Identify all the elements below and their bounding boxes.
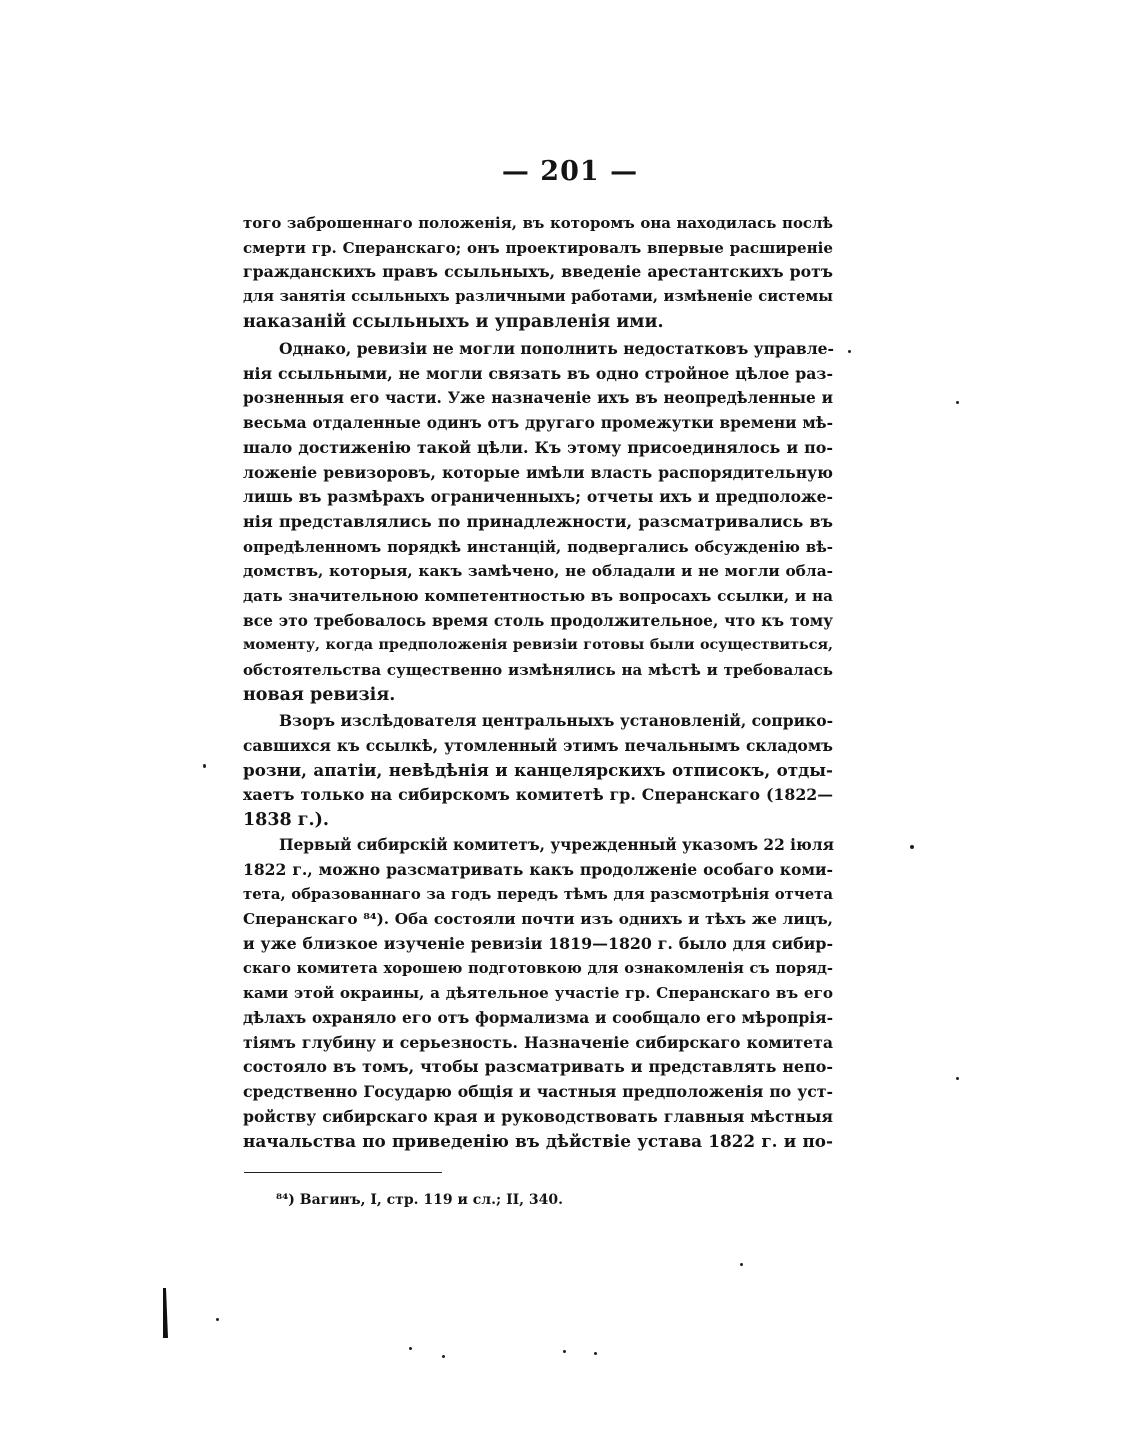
text-line: розненныя его части. Уже назначеніе ихъ въ неопредѣленные и	[243, 389, 833, 408]
footnote-divider	[244, 1172, 442, 1173]
text-line: тета, образованнаго за годъ передъ тѣмъ для разсмотрѣнія отчета	[243, 885, 833, 904]
text-line: савшихся къ ссылкѣ, утомленный этимъ печальнымъ складомъ	[243, 736, 833, 755]
text-line: весьма отдаленные одинъ отъ другаго промежутки времени мѣ-	[243, 414, 833, 433]
scan-speck	[563, 1350, 566, 1353]
scan-speck	[442, 1355, 445, 1358]
text-line: опредѣленномъ порядкѣ инстанцій, подвергались обсужденію вѣ-	[243, 537, 833, 556]
text-line: ками этой окраины, а дѣятельное участіе гр. Сперанскаго въ его	[243, 984, 833, 1003]
scan-speck	[216, 1318, 219, 1321]
paragraph-4	[243, 833, 833, 1154]
text-line: начальства по приведенію въ дѣйствіе устава 1822 г. и по-	[243, 1131, 833, 1152]
text-line: хаетъ только на сибирскомъ комитетѣ гр. Сперанскаго (1822—	[243, 785, 833, 805]
paragraph-2	[243, 337, 833, 708]
text-line: дѣлахъ охраняло его отъ формализма и сообщало его мѣропрія-	[243, 1007, 833, 1027]
text-line: скаго комитета хорошею подготовкою для ознакомленія съ поряд-	[243, 959, 833, 977]
text-line: Сперанскаго ⁸⁴). Оба состояли почти изъ однихъ и тѣхъ же лицъ,	[243, 910, 833, 929]
text-line: наказаній ссыльныхъ и управленія ими.	[243, 311, 664, 332]
text-line: розни, апатіи, невѣдѣнія и канцелярскихъ отписокъ, отды-	[243, 760, 833, 781]
text-line: и уже близкое изученіе ревизіи 1819—1820 г. было для сибир-	[243, 933, 833, 953]
text-line: того заброшеннаго положенія, въ которомъ она находилась послѣ	[243, 214, 833, 232]
text-line: гражданскихъ правъ ссыльныхъ, введеніе арестантскихъ ротъ	[243, 262, 833, 282]
scan-speck	[409, 1347, 412, 1350]
text-line: для занятія ссыльныхъ различными работами, измѣненіе системы	[243, 288, 833, 306]
paragraph-1	[243, 211, 833, 335]
text-line: Однако, ревизіи не могли пополнить недостатковъ управле-	[279, 339, 834, 358]
text-line: тіямъ глубину и серьезность. Назначеніе сибирскаго комитета	[243, 1032, 833, 1052]
text-line: состояло въ томъ, чтобы разсматривать и представлять непо-	[243, 1057, 833, 1077]
page-number: — 201 —	[501, 156, 639, 187]
scan-speck	[740, 1263, 743, 1266]
text-line: новая ревизія.	[243, 684, 396, 705]
scan-speck	[203, 764, 206, 768]
text-line: Первый сибирскій комитетъ, учрежденный указомъ 22 іюля	[279, 836, 834, 854]
text-line: 1838 г.).	[243, 809, 329, 830]
footnote: ⁸⁴) Вагинъ, I, стр. 119 и сл.; II, 340.	[276, 1192, 564, 1208]
text-line: ложеніе ревизоровъ, которые имѣли власть распорядительную	[243, 462, 833, 482]
text-line: дать значительною компетентностью въ вопросахъ ссылки, и на	[243, 587, 833, 606]
text-line: все это требовалось время столь продолжительное, что къ тому	[243, 611, 833, 630]
scan-speck	[910, 845, 914, 849]
text-line: шало достиженію такой цѣли. Къ этому присоединялось и по-	[243, 437, 833, 457]
scan-speck	[848, 350, 851, 353]
text-line: обстоятельства существенно измѣнялись на мѣстѣ и требовалась	[243, 661, 833, 680]
text-line: домствъ, которыя, какъ замѣчено, не обладали и не могли обла-	[243, 562, 833, 581]
scan-speck	[956, 401, 959, 404]
text-line: лишь въ размѣрахъ ограниченныхъ; отчеты ихъ и предположе-	[243, 487, 833, 507]
text-line: нія ссыльными, не могли связать въ одно стройное цѣлое раз-	[243, 363, 833, 383]
scan-speck	[594, 1352, 597, 1355]
text-line: Взоръ изслѣдователя центральныхъ установленій, соприко-	[279, 711, 834, 730]
text-line: ройству сибирскаго края и руководствовать главныя мѣстныя	[243, 1106, 833, 1126]
text-line: нія представлялись по принадлежности, разсматривались въ	[243, 511, 833, 531]
scan-speck	[956, 1077, 959, 1080]
scan-mark	[163, 1288, 168, 1338]
text-line: моменту, когда предположенія ревизіи готовы были осуществиться,	[243, 637, 833, 654]
text-line: средственно Государю общія и частныя предположенія по уст-	[243, 1082, 833, 1102]
paragraph-3	[243, 709, 833, 833]
text-line: смерти гр. Сперанскаго; онъ проектировалъ впервые расширеніе	[243, 238, 833, 257]
text-line: 1822 г., можно разсматривать какъ продолженіе особаго коми-	[243, 859, 833, 879]
